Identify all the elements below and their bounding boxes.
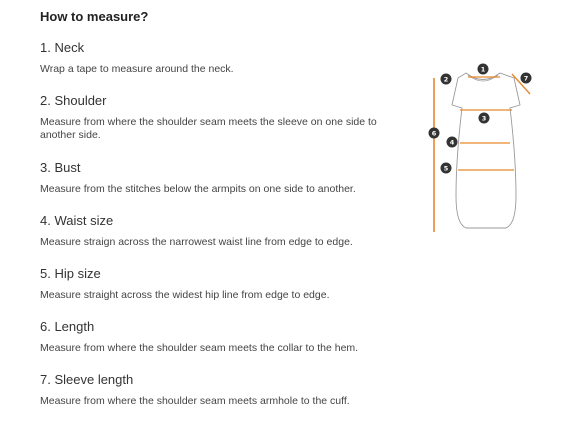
marker-6 — [429, 128, 440, 139]
item-heading: 6. Length — [40, 319, 95, 334]
measure-item-sleeve-length — [40, 372, 410, 408]
neckline — [468, 75, 498, 81]
marker-5-text: 5 — [443, 164, 449, 173]
item-heading: 3. Bust — [40, 160, 81, 175]
dress-diagram — [424, 60, 536, 240]
measure-item-bust — [40, 160, 410, 196]
item-heading: 5. Hip size — [40, 266, 101, 281]
measure-item-neck — [40, 40, 410, 76]
item-heading: 1. Neck — [40, 40, 85, 55]
marker-5 — [441, 163, 452, 174]
measure-item-shoulder — [40, 93, 410, 142]
item-description: Wrap a tape to measure around the neck. — [40, 63, 234, 75]
measure-item-length — [40, 319, 410, 355]
measure-item-hip — [40, 266, 410, 302]
item-heading: 2. Shoulder — [40, 93, 107, 108]
marker-7-text: 7 — [523, 74, 529, 83]
marker-3 — [479, 113, 490, 124]
marker-6-text: 6 — [431, 129, 437, 138]
marker-2-text: 2 — [443, 75, 449, 84]
item-description: Measure straign across the narrowest waist line from edge to edge. — [40, 236, 353, 248]
marker-4-text: 4 — [449, 138, 455, 147]
item-description: Measure from the stitches below the armpits on one side to another. — [40, 183, 356, 195]
item-description: Measure straight across the widest hip line from edge to edge. — [40, 289, 330, 301]
page-title: How to measure? — [40, 9, 149, 24]
item-heading: 7. Sleeve length — [40, 372, 134, 387]
marker-1 — [478, 64, 489, 75]
marker-3-text: 3 — [481, 114, 487, 123]
marker-2 — [441, 74, 452, 85]
item-description: Measure from where the shoulder seam meets the collar to the hem. — [40, 342, 359, 354]
marker-7 — [521, 73, 532, 84]
marker-1-text: 1 — [480, 65, 486, 74]
item-heading: 4. Waist size — [40, 213, 114, 228]
item-description: Measure from where the shoulder seam meets the sleeve on one side to another side. — [40, 116, 377, 141]
dress-outline — [449, 73, 520, 228]
item-description: Measure from where the shoulder seam meets armhole to the cuff. — [40, 395, 350, 407]
measure-item-waist — [40, 213, 410, 249]
marker-4 — [447, 137, 458, 148]
